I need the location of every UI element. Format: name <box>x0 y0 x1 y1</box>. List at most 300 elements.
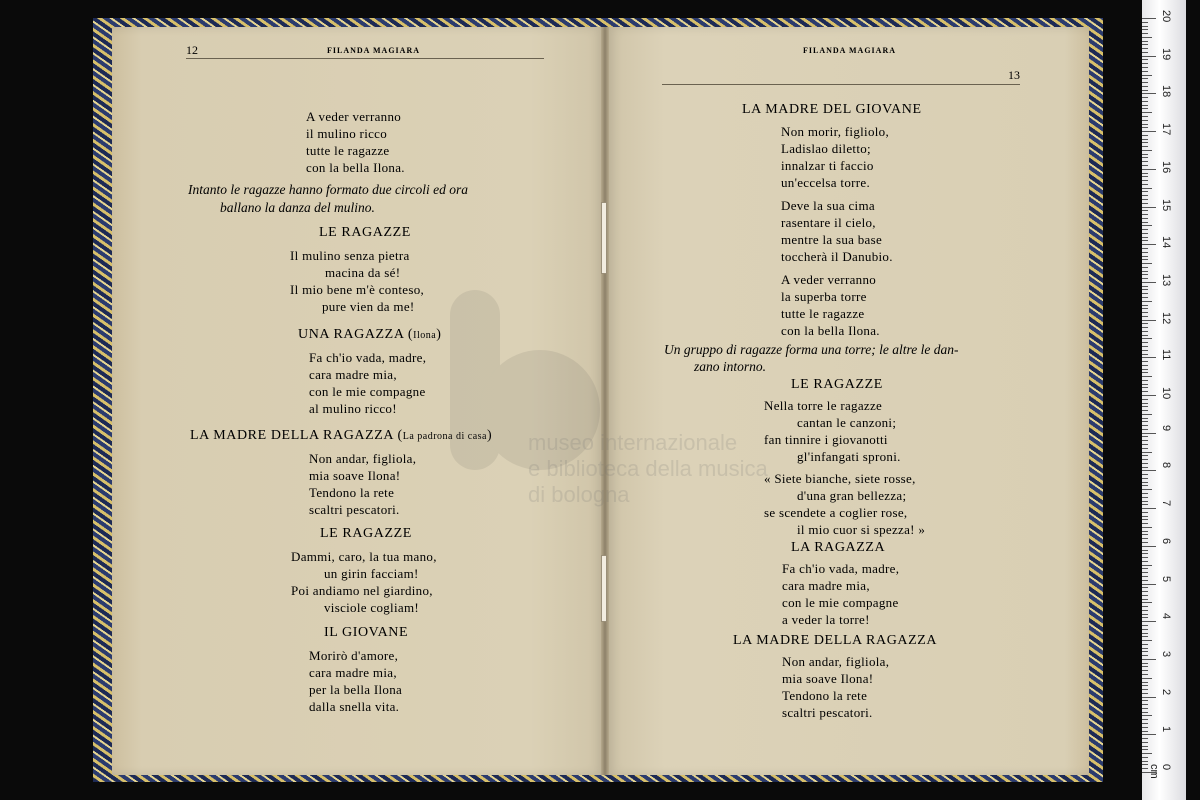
ruler-tick <box>1142 519 1148 520</box>
ruler-label: 2 <box>1160 688 1172 695</box>
ruler-tick <box>1142 297 1148 298</box>
ruler-tick <box>1142 195 1148 196</box>
ruler-tick <box>1142 365 1148 366</box>
ruler-tick <box>1142 361 1148 362</box>
verse-line: Il mio bene m'è conteso, <box>290 282 425 297</box>
ruler-tick <box>1142 278 1148 279</box>
right-page-number: 13 <box>1008 68 1020 82</box>
ruler-tick <box>1142 614 1148 615</box>
speaker-heading: LE RAGAZZE <box>319 225 411 240</box>
stage-direction: Intanto le ragazze hanno formato due circoli ed ora <box>188 182 468 197</box>
verse-line: gl'infangati sproni. <box>797 449 901 464</box>
verse-line: scaltri pescatori. <box>782 705 873 720</box>
ruler-tick <box>1142 48 1148 49</box>
ruler-tick <box>1142 350 1148 351</box>
ruler-tick <box>1142 497 1148 498</box>
ruler-tick <box>1142 395 1156 396</box>
ruler-tick <box>1142 184 1148 185</box>
ruler-tick <box>1142 59 1148 60</box>
verse-line: mia soave Ilona! <box>782 671 874 686</box>
ruler-tick <box>1142 161 1148 162</box>
ruler-tick <box>1142 542 1148 543</box>
ruler-tick <box>1142 199 1148 200</box>
left-page-number: 12 <box>186 43 198 57</box>
ruler-tick <box>1142 338 1152 339</box>
verse-line: tutte le ragazze <box>306 143 390 158</box>
ruler-tick <box>1142 757 1148 758</box>
ruler-tick <box>1142 444 1148 445</box>
verse-line: toccherà il Danubio. <box>781 249 893 264</box>
verse-line: Tendono la rete <box>782 688 868 703</box>
ruler-tick <box>1142 75 1152 76</box>
verse-line: cara madre mia, <box>309 367 397 382</box>
ruler-tick <box>1142 180 1148 181</box>
ruler-tick <box>1142 448 1148 449</box>
ruler-tick <box>1142 663 1148 664</box>
ruler-tick <box>1142 90 1148 91</box>
ruler-tick <box>1142 591 1148 592</box>
ruler-tick <box>1142 52 1148 53</box>
ruler-label: 3 <box>1160 650 1172 658</box>
ruler-tick <box>1142 485 1148 486</box>
ruler-tick <box>1142 761 1148 762</box>
ruler-label: 19 <box>1160 47 1172 60</box>
ruler-tick <box>1142 670 1148 671</box>
ruler-tick <box>1142 305 1148 306</box>
left-running-head: FILANDA MAGIARA <box>327 46 420 55</box>
ruler-tick <box>1142 621 1156 622</box>
ruler-tick <box>1142 18 1156 19</box>
ruler-label: 14 <box>1160 236 1172 249</box>
ruler-tick <box>1142 301 1152 302</box>
speaker-heading <box>298 327 441 343</box>
verse-line: rasentare il cielo, <box>781 215 876 230</box>
measurement-ruler <box>1142 0 1186 800</box>
ruler-tick <box>1142 399 1148 400</box>
ruler-tick <box>1142 595 1148 596</box>
ruler-label: 15 <box>1160 198 1172 211</box>
ruler-tick <box>1142 293 1148 294</box>
ruler-label: 11 <box>1160 349 1172 361</box>
ruler-tick <box>1142 157 1148 158</box>
verse-line: Fa ch'io vada, madre, <box>782 561 900 576</box>
ruler-tick <box>1142 312 1148 313</box>
verse-line: scaltri pescatori. <box>309 502 400 517</box>
ruler-tick <box>1142 546 1156 547</box>
ruler-tick <box>1142 636 1148 637</box>
ruler-tick <box>1142 580 1148 581</box>
ruler-tick <box>1142 440 1148 441</box>
speaker-heading: LE RAGAZZE <box>791 377 883 392</box>
ruler-tick <box>1142 259 1148 260</box>
ruler-tick <box>1142 225 1152 226</box>
stage-direction: Un gruppo di ragazze forma una torre; le altre le dan- <box>664 342 959 357</box>
ruler-tick <box>1142 252 1148 253</box>
verse-line: macina da sé! <box>325 265 401 280</box>
ruler-tick <box>1142 584 1156 585</box>
verse-line: Dammi, caro, la tua mano, <box>291 549 437 564</box>
ruler-tick <box>1142 553 1148 554</box>
ruler-tick <box>1142 433 1156 434</box>
ruler-tick <box>1142 380 1148 381</box>
ruler-tick <box>1142 463 1148 464</box>
ruler-tick <box>1142 33 1148 34</box>
ruler-tick <box>1142 644 1148 645</box>
ruler-tick <box>1142 678 1152 679</box>
ruler-tick <box>1142 41 1148 42</box>
ruler-tick <box>1142 188 1152 189</box>
ruler-tick <box>1142 101 1148 102</box>
ruler-tick <box>1142 372 1148 373</box>
ruler-tick <box>1142 229 1148 230</box>
ruler-tick <box>1142 237 1148 238</box>
ruler-tick <box>1142 602 1152 603</box>
ruler-tick <box>1142 97 1148 98</box>
ruler-tick <box>1142 561 1148 562</box>
ruler-tick <box>1142 44 1148 45</box>
speaker-name: LA MADRE DELLA RAGAZZA ( <box>190 428 403 443</box>
ruler-label: 4 <box>1160 613 1172 620</box>
right-running-head: FILANDA MAGIARA <box>803 46 896 55</box>
ruler-tick <box>1142 708 1148 709</box>
verse-line: al mulino ricco! <box>309 401 397 416</box>
ruler-tick <box>1142 331 1148 332</box>
verse-line: mia soave Ilona! <box>309 468 401 483</box>
verse-line: Tendono la rete <box>309 485 395 500</box>
ruler-tick <box>1142 576 1148 577</box>
ruler-tick <box>1142 425 1148 426</box>
ruler-tick <box>1142 127 1148 128</box>
ruler-tick <box>1142 568 1148 569</box>
ruler-tick <box>1142 71 1148 72</box>
book-gutter <box>601 27 609 775</box>
ruler-tick <box>1142 731 1148 732</box>
ruler-tick <box>1142 56 1156 57</box>
ruler-tick <box>1142 308 1148 309</box>
ruler-tick <box>1142 354 1148 355</box>
verse-line: d'una gran bellezza; <box>797 488 907 503</box>
verse-line: il mio cuor si spezza! » <box>797 522 926 537</box>
ruler-label: 5 <box>1160 575 1172 582</box>
ruler-tick <box>1142 459 1148 460</box>
verse-line: un'eccelsa torre. <box>781 175 871 190</box>
ruler-tick <box>1142 666 1148 667</box>
ruler-label: 17 <box>1160 123 1172 136</box>
ruler-tick <box>1142 244 1156 245</box>
ruler-tick <box>1142 63 1148 64</box>
ruler-tick <box>1142 173 1148 174</box>
ruler-tick <box>1142 346 1148 347</box>
watermark-text: museo internazionale <box>528 430 738 455</box>
ruler-tick <box>1142 712 1148 713</box>
verse-line: il mulino ricco <box>306 126 388 141</box>
ruler-tick <box>1142 139 1148 140</box>
verse-line: cara madre mia, <box>309 665 397 680</box>
speaker-paren: ) <box>486 428 493 443</box>
ruler-tick <box>1142 516 1148 517</box>
ruler-tick <box>1142 116 1148 117</box>
ruler-tick <box>1142 685 1148 686</box>
verse-line: mentre la sua base <box>781 232 883 247</box>
speaker-heading: LE RAGAZZE <box>320 526 412 541</box>
ruler-tick <box>1142 240 1148 241</box>
ruler-label: 10 <box>1160 387 1172 400</box>
ruler-tick <box>1142 633 1148 634</box>
ruler-tick <box>1142 527 1152 528</box>
ruler-tick <box>1142 452 1152 453</box>
ruler-tick <box>1142 674 1148 675</box>
ruler-tick <box>1142 565 1152 566</box>
verse-line: Fa ch'io vada, madre, <box>309 350 427 365</box>
ruler-tick <box>1142 86 1148 87</box>
ruler-tick <box>1142 697 1156 698</box>
verse-line: pure vien da me! <box>322 299 415 314</box>
ruler-tick <box>1142 538 1148 539</box>
ruler-tick <box>1142 29 1148 30</box>
ruler-label: 8 <box>1160 462 1172 469</box>
speaker-note: Ilona <box>413 330 437 341</box>
watermark-text: e biblioteca della musica <box>528 456 768 481</box>
ruler-tick <box>1142 124 1148 125</box>
verse-line: Non morir, figliolo, <box>781 124 890 139</box>
ruler-tick <box>1142 436 1148 437</box>
ruler-tick <box>1142 165 1148 166</box>
ruler-tick <box>1142 557 1148 558</box>
ruler-tick <box>1142 154 1148 155</box>
right-header-rule <box>662 84 1020 85</box>
ruler-tick <box>1142 78 1148 79</box>
ruler-tick <box>1142 22 1148 23</box>
ruler-tick <box>1142 700 1148 701</box>
ruler-tick <box>1142 120 1148 121</box>
ruler-tick <box>1142 606 1148 607</box>
ruler-tick <box>1142 376 1152 377</box>
verse-line: A veder verranno <box>781 272 877 287</box>
ruler-tick <box>1142 108 1148 109</box>
ruler-tick <box>1142 682 1148 683</box>
ruler-tick <box>1142 320 1156 321</box>
speaker-note: La padrona di casa <box>402 431 487 442</box>
ruler-tick <box>1142 274 1148 275</box>
ruler-tick <box>1142 508 1156 509</box>
ruler-tick <box>1142 478 1148 479</box>
ruler-tick <box>1142 727 1148 728</box>
ruler-tick <box>1142 410 1148 411</box>
speaker-paren: ) <box>436 327 442 342</box>
verse-line: visciole cogliam! <box>324 600 419 615</box>
ruler-tick <box>1142 105 1148 106</box>
ruler-tick <box>1142 263 1152 264</box>
ruler-tick <box>1142 523 1148 524</box>
ruler-tick <box>1142 704 1148 705</box>
ruler-tick <box>1142 271 1148 272</box>
verse-line: con le mie compagne <box>782 595 899 610</box>
verse-line: innalzar ti faccio <box>781 158 874 173</box>
ruler-tick <box>1142 414 1152 415</box>
verse-line: Morirò d'amore, <box>309 648 399 663</box>
ruler-tick <box>1142 746 1148 747</box>
ruler-label: 0 cm <box>1148 764 1172 779</box>
speaker-heading: LA MADRE DELLA RAGAZZA <box>733 633 938 648</box>
ruler-tick <box>1142 191 1148 192</box>
ruler-tick <box>1142 651 1148 652</box>
ruler-tick <box>1142 659 1156 660</box>
ruler-tick <box>1142 176 1148 177</box>
verse-line: cantan le canzoni; <box>797 415 897 430</box>
ruler-tick <box>1142 493 1148 494</box>
ruler-tick <box>1142 233 1148 234</box>
ruler-tick <box>1142 37 1152 38</box>
ruler-tick <box>1142 734 1156 735</box>
verse-line: dalla snella vita. <box>309 699 400 714</box>
ruler-tick <box>1142 625 1148 626</box>
ruler-tick <box>1142 267 1148 268</box>
ruler-tick <box>1142 512 1148 513</box>
ruler-tick <box>1142 599 1148 600</box>
verse-line: Deve la sua cima <box>781 198 875 213</box>
verse-line: Ladislao diletto; <box>781 141 871 156</box>
ruler-tick <box>1142 640 1152 641</box>
ruler-tick <box>1142 715 1152 716</box>
ruler-tick <box>1142 742 1148 743</box>
ruler-label: 6 <box>1160 537 1172 544</box>
ruler-tick <box>1142 489 1152 490</box>
verse-line: la superba torre <box>781 289 867 304</box>
ruler-tick <box>1142 316 1148 317</box>
watermark-text: di bologna <box>528 482 630 507</box>
verse-line: Poi andiamo nel giardino, <box>291 583 433 598</box>
ruler-tick <box>1142 335 1148 336</box>
ruler-tick <box>1142 391 1148 392</box>
ruler-tick <box>1142 146 1148 147</box>
verse-line: a veder la torre! <box>782 612 870 627</box>
ruler-label: 16 <box>1160 160 1172 174</box>
binding-stitch <box>601 202 607 274</box>
ruler-tick <box>1142 289 1148 290</box>
ruler-tick <box>1142 384 1148 385</box>
ruler-tick <box>1142 655 1148 656</box>
ruler-tick <box>1142 286 1148 287</box>
ruler-tick <box>1142 357 1156 358</box>
ruler-tick <box>1142 474 1148 475</box>
ruler-tick <box>1142 93 1156 94</box>
verse-line: con la bella Ilona. <box>781 323 880 338</box>
ruler-tick <box>1142 323 1148 324</box>
ruler-tick <box>1142 369 1148 370</box>
stage-direction: ballano la danza del mulino. <box>220 200 375 215</box>
ruler-label: 20 <box>1160 10 1172 23</box>
ruler-tick <box>1142 482 1148 483</box>
verse-line: per la bella Ilona <box>309 682 403 697</box>
ruler-tick <box>1142 218 1148 219</box>
verse-line: « Siete bianche, siete rosse, <box>764 471 916 486</box>
ruler-tick <box>1142 550 1148 551</box>
ruler-label: 7 <box>1160 500 1172 507</box>
ruler-tick <box>1142 256 1148 257</box>
ruler-tick <box>1142 738 1148 739</box>
ruler-label: 12 <box>1160 311 1172 324</box>
ruler-tick <box>1142 534 1148 535</box>
verse-line: cara madre mia, <box>782 578 870 593</box>
ruler-label: 9 <box>1160 424 1172 431</box>
ruler-tick <box>1142 504 1148 505</box>
ruler-tick <box>1142 693 1148 694</box>
ruler-tick <box>1142 67 1148 68</box>
ruler-tick <box>1142 470 1156 471</box>
ruler-label: 13 <box>1160 273 1172 287</box>
ruler-tick <box>1142 617 1148 618</box>
verse-line: un girin facciam! <box>324 566 419 581</box>
ruler-tick <box>1142 403 1148 404</box>
left-header-rule <box>186 58 544 59</box>
ruler-tick <box>1142 723 1148 724</box>
speaker-name: UNA RAGAZZA ( <box>298 327 414 342</box>
speaker-heading <box>190 428 492 444</box>
ruler-tick <box>1142 648 1148 649</box>
ruler-tick <box>1142 418 1148 419</box>
ruler-tick <box>1142 610 1148 611</box>
ruler-tick <box>1142 342 1148 343</box>
speaker-heading: LA RAGAZZA <box>791 540 886 555</box>
binding-stitch <box>601 555 607 622</box>
speaker-heading: LA MADRE DEL GIOVANE <box>742 102 922 117</box>
ruler-tick <box>1142 112 1152 113</box>
verse-line: A veder verranno <box>306 109 402 124</box>
ruler-tick <box>1142 82 1148 83</box>
ruler-label: 1 <box>1160 726 1172 733</box>
ruler-tick <box>1142 222 1148 223</box>
verse-line: tutte le ragazze <box>781 306 865 321</box>
ruler-tick <box>1142 406 1148 407</box>
ruler-tick <box>1142 689 1148 690</box>
verse-line: se scendete a coglier rose, <box>764 505 908 520</box>
ruler-tick <box>1142 135 1148 136</box>
ruler-tick <box>1142 587 1148 588</box>
ruler-tick <box>1142 214 1148 215</box>
ruler-tick <box>1142 387 1148 388</box>
verse-line: Nella torre le ragazze <box>764 398 883 413</box>
ruler-tick <box>1142 429 1148 430</box>
ruler-tick <box>1142 719 1148 720</box>
verse-line: con le mie compagne <box>309 384 426 399</box>
ruler-tick <box>1142 327 1148 328</box>
ruler-tick <box>1142 210 1148 211</box>
verse-line: Il mulino senza pietra <box>290 248 410 263</box>
ruler-tick <box>1142 142 1148 143</box>
stage-direction: zano intorno. <box>694 359 767 374</box>
ruler-tick <box>1142 282 1156 283</box>
ruler-tick <box>1142 531 1148 532</box>
verse-line: con la bella Ilona. <box>306 160 405 175</box>
speaker-heading: IL GIOVANE <box>324 625 409 640</box>
ruler-tick <box>1142 150 1152 151</box>
ruler-tick <box>1142 749 1148 750</box>
verse-line: Non andar, figliola, <box>309 451 417 466</box>
ruler-tick <box>1142 169 1156 170</box>
ruler-tick <box>1142 248 1148 249</box>
ruler-tick <box>1142 467 1148 468</box>
ruler-tick <box>1142 26 1148 27</box>
ruler-tick <box>1142 501 1148 502</box>
ruler-tick <box>1142 421 1148 422</box>
ruler-tick <box>1142 753 1152 754</box>
ruler-tick <box>1142 455 1148 456</box>
ruler-label: 18 <box>1160 85 1172 98</box>
ruler-tick <box>1142 572 1148 573</box>
ruler-tick <box>1142 629 1148 630</box>
ruler-tick <box>1142 207 1156 208</box>
ruler-tick <box>1142 131 1156 132</box>
